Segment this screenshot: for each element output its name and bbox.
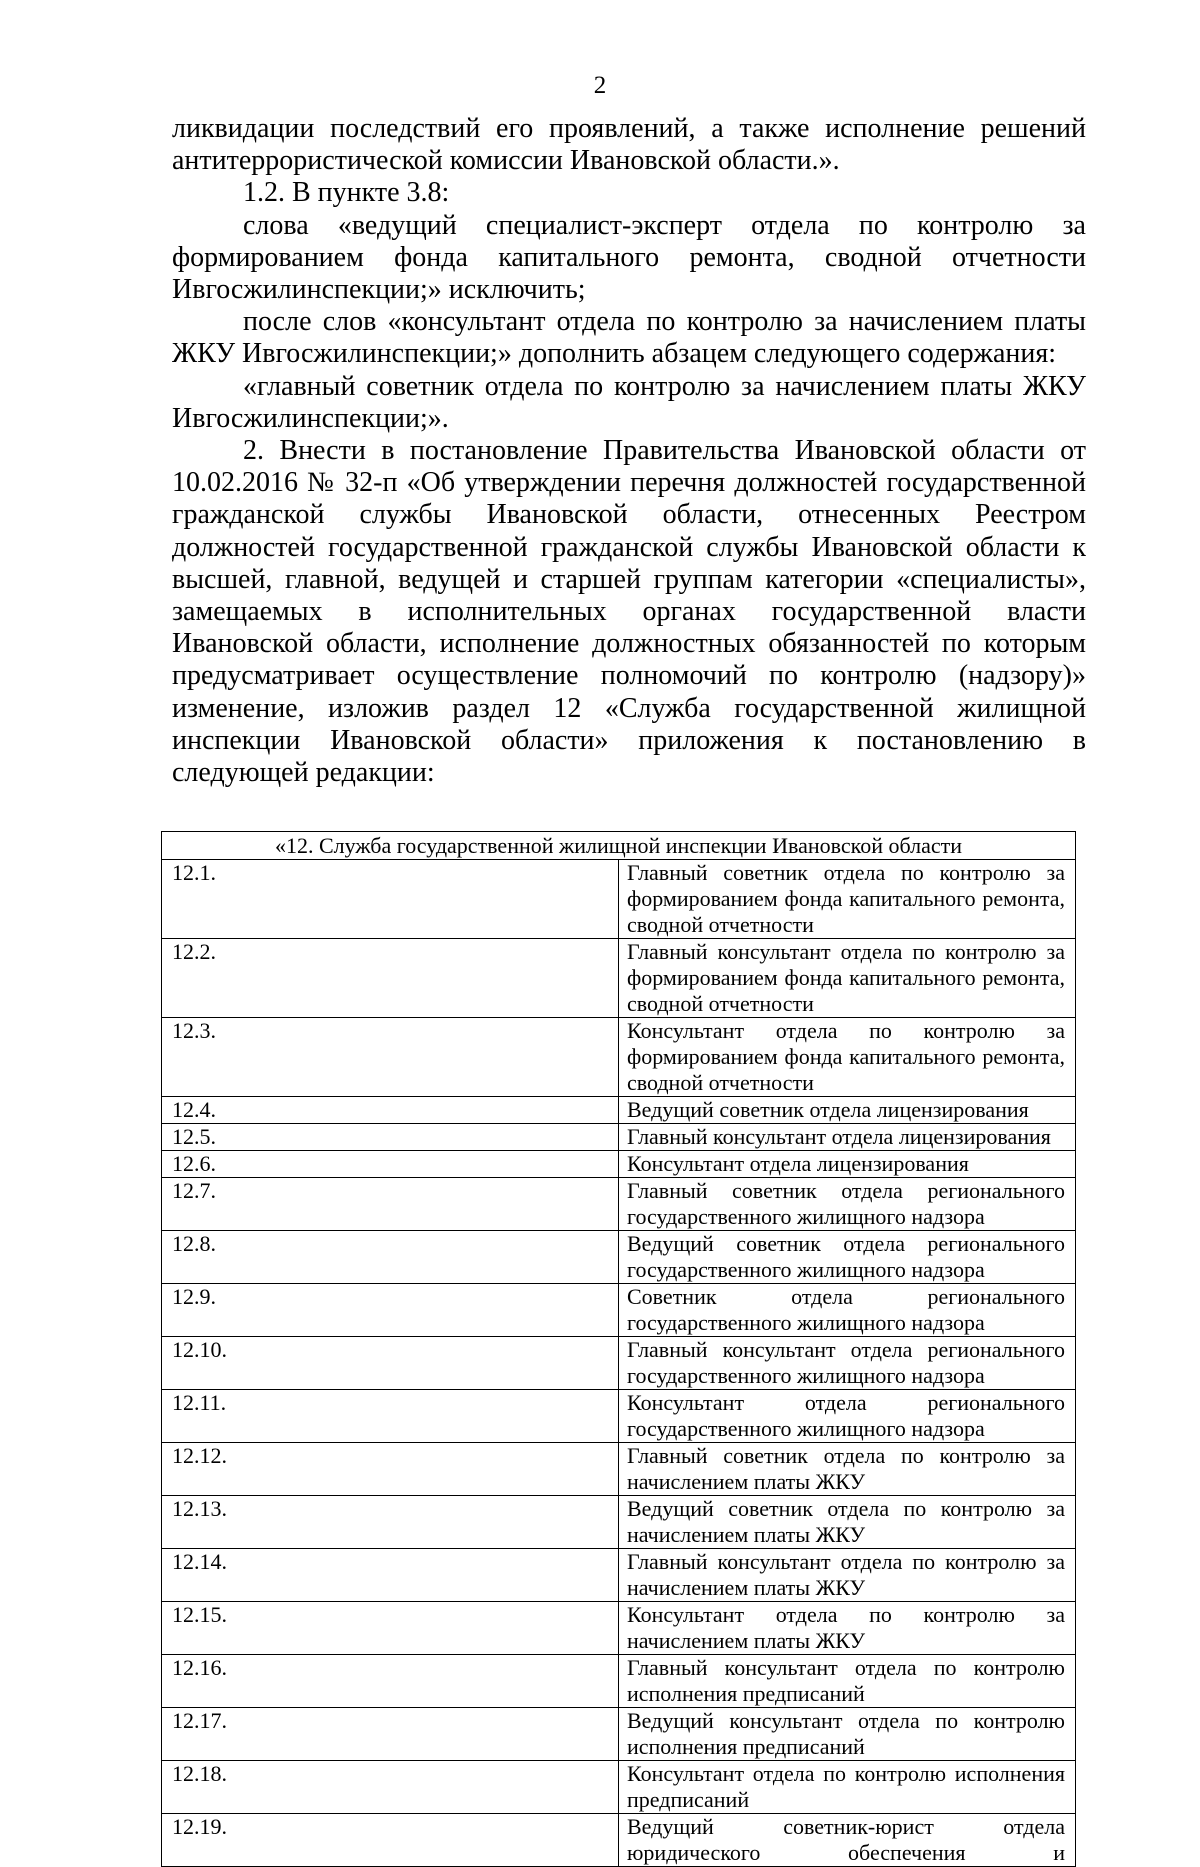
row-position-title: Главный консультант отдела по контролю за формированием фонда капитального ремонта, сводной отчетности: [619, 939, 1076, 1018]
row-position-title: Ведущий советник отдела по контролю за начислением платы ЖКУ: [619, 1496, 1076, 1549]
row-number: 12.14.: [162, 1549, 619, 1602]
row-position-title: Консультант отдела по контролю за формированием фонда капитального ремонта, сводной отчетности: [619, 1018, 1076, 1097]
row-number: 12.2.: [162, 939, 619, 1018]
paragraph-after-words: после слов «консультант отдела по контролю за начислением платы ЖКУ Ивгосжилинспекции;» дополнить абзацем следующего содержания:: [172, 306, 1086, 370]
row-position-title: Консультант отдела лицензирования: [619, 1151, 1076, 1178]
row-number: 12.6.: [162, 1151, 619, 1178]
row-number: 12.18.: [162, 1761, 619, 1814]
row-number: 12.4.: [162, 1097, 619, 1124]
row-position-title: Главный консультант отдела лицензирования: [619, 1124, 1076, 1151]
row-position-title: Главный советник отдела по контролю за начислением платы ЖКУ: [619, 1443, 1076, 1496]
row-number: 12.16.: [162, 1655, 619, 1708]
table-row: [162, 1337, 1076, 1390]
row-position-title: Ведущий советник отдела регионального государственного жилищного надзора: [619, 1231, 1076, 1284]
table-row: [162, 1390, 1076, 1443]
row-number: 12.15.: [162, 1602, 619, 1655]
table-row: [162, 1655, 1076, 1708]
row-number: 12.5.: [162, 1124, 619, 1151]
row-position-title: Главный консультант отдела регионального государственного жилищного надзора: [619, 1337, 1076, 1390]
table-row: [162, 1549, 1076, 1602]
row-position-title: Консультант отдела по контролю за начислением платы ЖКУ: [619, 1602, 1076, 1655]
paragraph-continuation: ликвидации последствий его проявлений, а также исполнение решений антитеррористической комиссии Ивановской области.».: [172, 113, 1086, 177]
row-number: 12.8.: [162, 1231, 619, 1284]
table-row: [162, 1231, 1076, 1284]
body-text: [172, 113, 1086, 789]
table-row: [162, 1178, 1076, 1231]
row-position-title: Главный консультант отдела по контролю исполнения предписаний: [619, 1655, 1076, 1708]
page-number: 2: [593, 72, 607, 99]
table-row: [162, 1097, 1076, 1124]
table-title: «12. Служба государственной жилищной инспекции Ивановской области: [162, 832, 1076, 860]
paragraph-item-2: 2. Внести в постановление Правительства Ивановской области от 10.02.2016 № 32-п «Об утверждении перечня должностей государственной гражданской службы Ивановской области, отнесенных Реестром должностей государственной гражданской службы Ивановской области к высшей, главной, ведущей и старшей группам категории «специалисты», замещаемых в исполнительных органах государственной власти Ивановской области, исполнение должностных обязанностей по которым предусматривает осуществление полномочий по контролю (надзору)» изменение, изложив раздел 12 «Служба государственной жилищной инспекции Ивановской области» приложения к постановлению в следующей редакции:: [172, 435, 1086, 789]
row-number: 12.11.: [162, 1390, 619, 1443]
row-position-title: Консультант отдела по контролю исполнения предписаний: [619, 1761, 1076, 1814]
paragraph-words-excluded: слова «ведущий специалист-эксперт отдела по контролю за формированием фонда капитального ремонта, сводной отчетности Ивгосжилинспекции;» исключить;: [172, 209, 1086, 306]
table-row: [162, 1708, 1076, 1761]
row-number: 12.19.: [162, 1814, 619, 1867]
row-position-title: Советник отдела регионального государственного жилищного надзора: [619, 1284, 1076, 1337]
table-row: [162, 1443, 1076, 1496]
row-position-title: Главный советник отдела регионального государственного жилищного надзора: [619, 1178, 1076, 1231]
paragraph-new-line: «главный советник отдела по контролю за начислением платы ЖКУ Ивгосжилинспекции;».: [172, 370, 1086, 434]
row-number: 12.13.: [162, 1496, 619, 1549]
table-row: [162, 1124, 1076, 1151]
row-number: 12.9.: [162, 1284, 619, 1337]
positions-table: [161, 831, 1076, 1867]
row-position-title: Главный советник отдела по контролю за формированием фонда капитального ремонта, сводной отчетности: [619, 860, 1076, 939]
row-number: 12.1.: [162, 860, 619, 939]
table-row: [162, 860, 1076, 939]
table-row: [162, 1151, 1076, 1178]
row-number: 12.7.: [162, 1178, 619, 1231]
table-row: [162, 1018, 1076, 1097]
row-position-title: Ведущий советник отдела лицензирования: [619, 1097, 1076, 1124]
row-number: 12.10.: [162, 1337, 619, 1390]
table-row: [162, 939, 1076, 1018]
table-row: [162, 1814, 1076, 1867]
row-position-title: Консультант отдела регионального государственного жилищного надзора: [619, 1390, 1076, 1443]
row-number: 12.12.: [162, 1443, 619, 1496]
table-row: [162, 1602, 1076, 1655]
table-title-row: [162, 832, 1076, 860]
row-position-title: Главный консультант отдела по контролю за начислением платы ЖКУ: [619, 1549, 1076, 1602]
table-row: [162, 1496, 1076, 1549]
row-position-title: Ведущий советник-юрист отдела юридического обеспечения и: [619, 1814, 1076, 1867]
row-number: 12.17.: [162, 1708, 619, 1761]
table-row: [162, 1761, 1076, 1814]
paragraph-item-1-2: 1.2. В пункте 3.8:: [243, 177, 450, 209]
row-position-title: Ведущий консультант отдела по контролю исполнения предписаний: [619, 1708, 1076, 1761]
table-row: [162, 1284, 1076, 1337]
row-number: 12.3.: [162, 1018, 619, 1097]
